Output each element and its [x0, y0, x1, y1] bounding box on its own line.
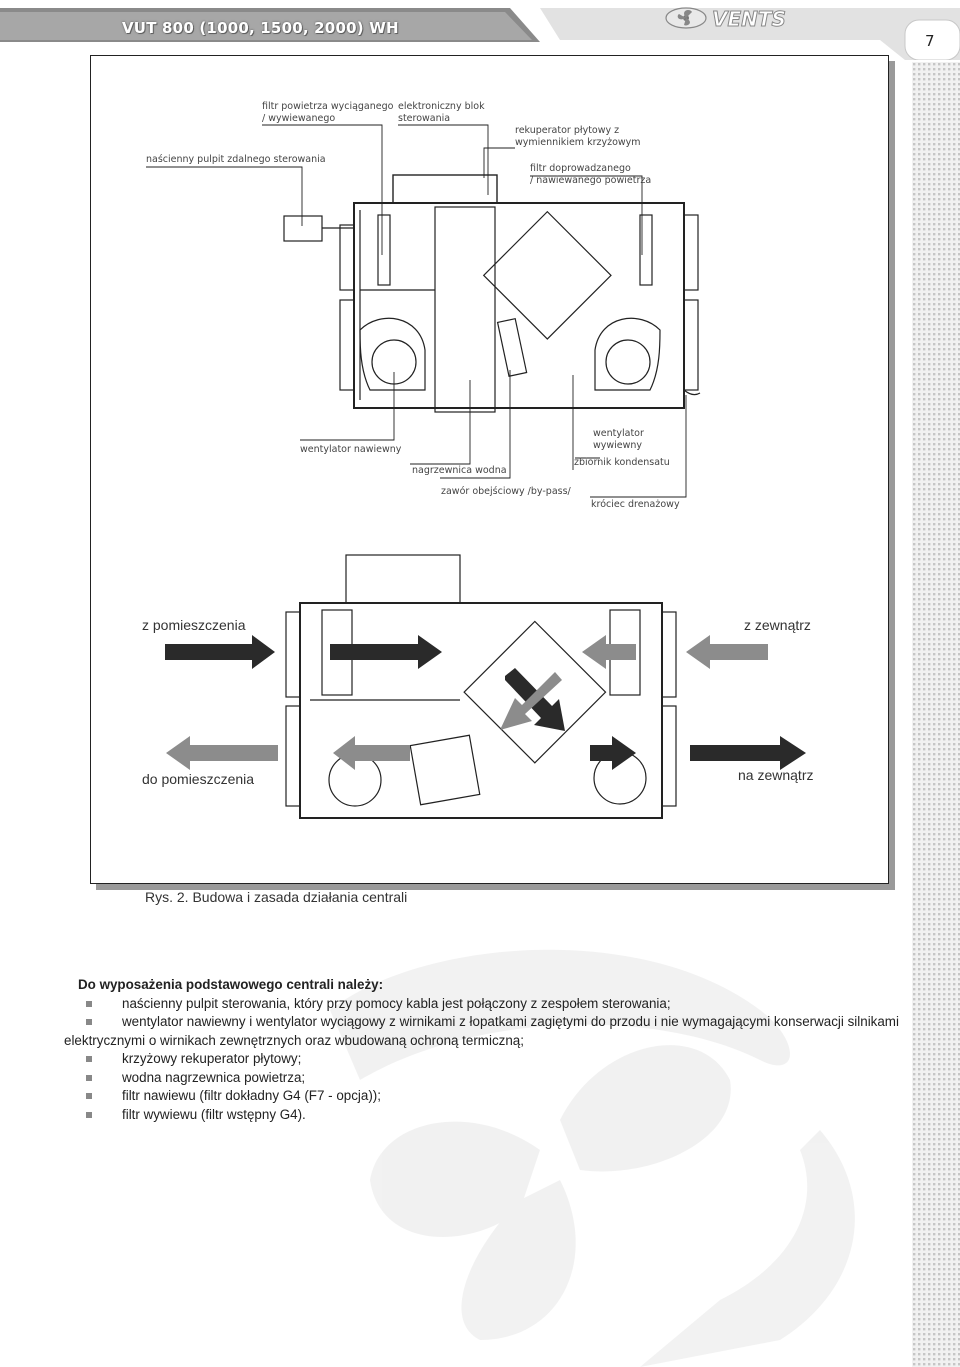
list-item: wodna nagrzewnica powietrza;	[64, 1069, 904, 1088]
bullet-icon	[86, 1001, 92, 1007]
label-water-heater: nagrzewnica wodna	[412, 465, 507, 476]
page-number: 7	[925, 32, 935, 50]
label-drain: króciec drenażowy	[591, 499, 680, 510]
label-remote-panel: naścienny pulpit zdalnego sterowania	[146, 154, 326, 165]
bottom-unit-drawing	[286, 555, 676, 818]
label-bypass-valve: zawór obejściowy /by-pass/	[441, 486, 571, 497]
list-item: wentylator nawiewny i wentylator wyciągowy z wirnikami z łopatkami zagiętymi do przodu i nie wymagającymi konserwacji silnikami elektrycznymi o wirnikach zewnętrznych oraz wbudowaną ochroną termiczną;	[64, 1014, 899, 1048]
label-from-outside: z zewnątrz	[744, 617, 811, 633]
document-title: VUT 800 (1000, 1500, 2000) WH	[122, 19, 399, 37]
figure-caption: Rys. 2. Budowa i zasada działania centrali	[145, 889, 408, 905]
arrow-to-outside	[690, 736, 806, 770]
list-item: krzyżowy rekuperator płytowy;	[64, 1050, 904, 1069]
equipment-heading: Do wyposażenia podstawowego centrali należy:	[78, 977, 384, 992]
bullet-icon	[86, 1093, 92, 1099]
bullet-icon	[86, 1056, 92, 1062]
airflow-arrows	[165, 635, 806, 770]
label-condensate-tank: zbiornik kondensatu	[574, 457, 670, 468]
logo-wordmark: VENTS	[712, 7, 786, 31]
top-unit-drawing	[284, 175, 700, 412]
label-to-outside: na zewnątrz	[738, 767, 814, 783]
bullet-icon	[86, 1075, 92, 1081]
list-item: naścienny pulpit sterowania, który przy pomocy kabla jest połączony z zespołem sterowania;	[64, 995, 904, 1014]
arrow-from-room	[165, 635, 275, 669]
arrow-from-outside	[686, 635, 768, 669]
arrow-to-room	[166, 736, 278, 770]
label-control-block: elektroniczny blok sterowania	[398, 101, 485, 124]
equipment-section	[64, 976, 904, 1124]
label-to-room: do pomieszczenia	[142, 771, 255, 787]
bullet-icon	[86, 1019, 92, 1025]
label-exhaust-fan: wentylator wywiewny	[593, 428, 644, 451]
label-supply-fan: wentylator nawiewny	[300, 444, 402, 455]
label-recuperator: rekuperator płytowy z wymiennikiem krzyżowym	[515, 125, 641, 148]
bullet-icon	[86, 1112, 92, 1118]
list-item: filtr nawiewu (filtr dokładny G4 (F7 - opcja));	[64, 1087, 904, 1106]
label-filter-exhaust: filtr powietrza wyciąganego / wywiewanego	[262, 101, 394, 124]
label-from-room: z pomieszczenia	[142, 617, 246, 633]
list-item: filtr wywiewu (filtr wstępny G4).	[64, 1106, 904, 1125]
label-filter-supply: filtr doprowadzanego / nawiewanego powietrza	[530, 163, 652, 186]
